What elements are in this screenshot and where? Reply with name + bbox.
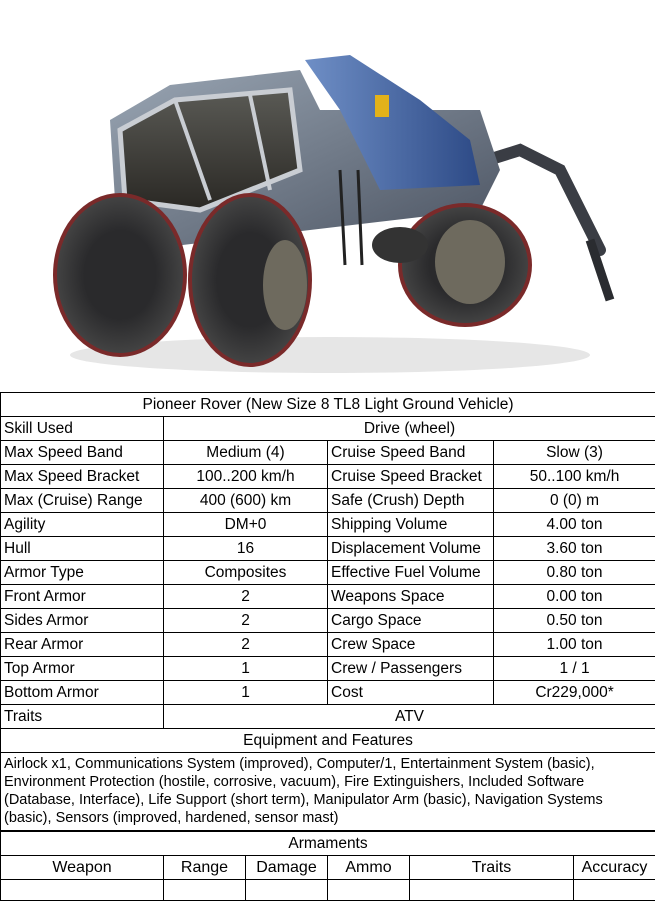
equipment-header: Equipment and Features: [1, 729, 655, 753]
stat-label: Top Armor: [1, 657, 164, 681]
stat-label: Front Armor: [1, 585, 164, 609]
stat-label: Cruise Speed Band: [328, 441, 494, 465]
traits-label: Traits: [1, 705, 164, 729]
armament-column-header: Damage: [246, 856, 328, 880]
empty-cell: [574, 880, 655, 901]
stat-row: [1, 537, 655, 561]
stat-label: Sides Armor: [1, 609, 164, 633]
vehicle-stat-table: [0, 392, 655, 831]
stat-value: Composites: [164, 561, 328, 585]
stat-label: Max Speed Bracket: [1, 465, 164, 489]
equipment-header-row: [1, 729, 655, 753]
stat-value: 4.00 ton: [494, 513, 655, 537]
skill-label: Skill Used: [1, 417, 164, 441]
stat-value: 50..100 km/h: [494, 465, 655, 489]
stat-value: 400 (600) km: [164, 489, 328, 513]
stat-label: Shipping Volume: [328, 513, 494, 537]
stat-label: Safe (Crush) Depth: [328, 489, 494, 513]
stat-label: Displacement Volume: [328, 537, 494, 561]
stat-value: 0.50 ton: [494, 609, 655, 633]
stat-value: 0.80 ton: [494, 561, 655, 585]
traits-value: ATV: [164, 705, 655, 729]
stat-value: 1 / 1: [494, 657, 655, 681]
empty-cell: [328, 880, 410, 901]
stat-label: Rear Armor: [1, 633, 164, 657]
stat-label: Crew Space: [328, 633, 494, 657]
stat-label: Crew / Passengers: [328, 657, 494, 681]
stat-row: [1, 513, 655, 537]
stat-label: Effective Fuel Volume: [328, 561, 494, 585]
stat-label: Cost: [328, 681, 494, 705]
stat-row: [1, 465, 655, 489]
stat-row: [1, 633, 655, 657]
stat-label: Agility: [1, 513, 164, 537]
equipment-row: [1, 753, 655, 831]
armaments-header: Armaments: [1, 832, 655, 856]
empty-cell: [1, 880, 164, 901]
stat-value: 2: [164, 585, 328, 609]
rover-illustration: [0, 0, 655, 392]
stat-row: [1, 585, 655, 609]
stat-row: [1, 441, 655, 465]
armaments-header-row: [1, 832, 655, 856]
armament-column-header: Accuracy: [574, 856, 655, 880]
title-row: [1, 393, 655, 417]
armament-empty-row: [1, 880, 655, 901]
armament-column-header: Weapon: [1, 856, 164, 880]
stat-value: 100..200 km/h: [164, 465, 328, 489]
stat-value: 0 (0) m: [494, 489, 655, 513]
stat-value: 1: [164, 681, 328, 705]
stat-row: [1, 489, 655, 513]
stat-value: 3.60 ton: [494, 537, 655, 561]
stat-value: 16: [164, 537, 328, 561]
stat-label: Max Speed Band: [1, 441, 164, 465]
stat-value: 1.00 ton: [494, 633, 655, 657]
stat-value: 1: [164, 657, 328, 681]
equipment-text: Airlock x1, Communications System (improved), Computer/1, Entertainment System (basic), Environment Protection (hostile, corrosive, vacuum), Fire Extinguishers, Included Software (Database, Interface), Life Support (short term), Manipulator Arm (basic), Navigation Systems (basic), Sensors (improved, hardened, sensor mast): [1, 753, 655, 831]
skill-value: Drive (wheel): [164, 417, 655, 441]
armament-column-header: Traits: [410, 856, 574, 880]
stat-label: Bottom Armor: [1, 681, 164, 705]
stat-value: Cr229,000*: [494, 681, 655, 705]
stat-value: DM+0: [164, 513, 328, 537]
stat-row: [1, 681, 655, 705]
traits-row: [1, 705, 655, 729]
empty-cell: [410, 880, 574, 901]
stat-label: Max (Cruise) Range: [1, 489, 164, 513]
stat-label: Armor Type: [1, 561, 164, 585]
stat-value: Medium (4): [164, 441, 328, 465]
stat-rows: [1, 441, 655, 705]
vehicle-title: Pioneer Rover (New Size 8 TL8 Light Ground Vehicle): [1, 393, 655, 417]
armaments-table: [0, 831, 655, 901]
skill-row: [1, 417, 655, 441]
stat-value: 2: [164, 609, 328, 633]
rover-image: [0, 0, 655, 392]
stat-label: Weapons Space: [328, 585, 494, 609]
stat-value: Slow (3): [494, 441, 655, 465]
stat-row: [1, 609, 655, 633]
stat-value: 2: [164, 633, 328, 657]
empty-cell: [246, 880, 328, 901]
stat-row: [1, 657, 655, 681]
stat-row: [1, 561, 655, 585]
armament-column-row: [1, 856, 655, 880]
stat-label: Hull: [1, 537, 164, 561]
empty-cell: [164, 880, 246, 901]
stat-label: Cruise Speed Bracket: [328, 465, 494, 489]
stat-value: 0.00 ton: [494, 585, 655, 609]
armament-column-header: Range: [164, 856, 246, 880]
stat-label: Cargo Space: [328, 609, 494, 633]
armament-column-header: Ammo: [328, 856, 410, 880]
